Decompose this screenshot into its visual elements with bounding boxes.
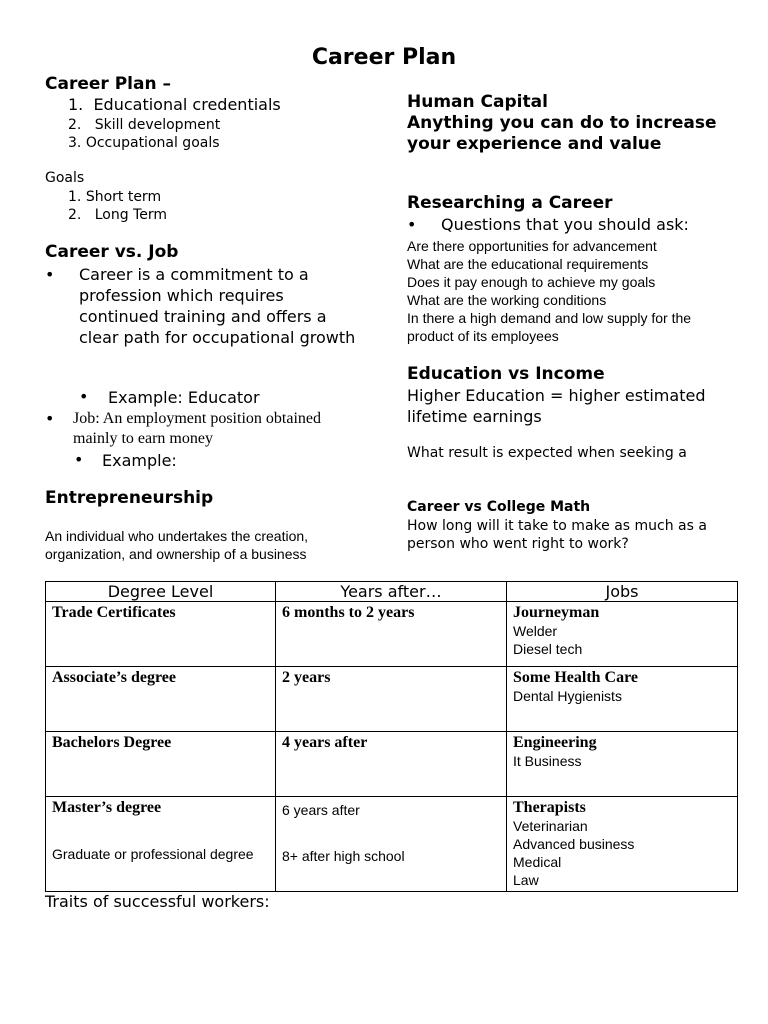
list-number: 1. — [68, 189, 82, 205]
years-cell: 2 years — [276, 667, 507, 732]
degree-cell: Trade Certificates — [46, 602, 276, 667]
list-item: What are the educational requirements — [407, 256, 649, 272]
job-item: It Business — [513, 753, 582, 769]
page-title: Career Plan — [311, 45, 457, 70]
career-example: Example: Educator — [108, 388, 260, 407]
jobs-cell — [507, 797, 738, 892]
career-plan-item-1 — [68, 95, 281, 114]
career-plan-heading: Career Plan – — [45, 74, 171, 94]
table-header-row — [46, 582, 738, 602]
bullet-icon: • — [407, 215, 417, 234]
job-title: Engineering — [513, 734, 597, 751]
years-extra: 8+ after high school — [282, 848, 405, 864]
entrepreneurship-heading: Entrepreneurship — [45, 488, 214, 508]
job-item: Advanced business — [513, 836, 635, 852]
list-number: 2. — [68, 207, 82, 223]
questions-list — [407, 237, 737, 345]
years-cell: 6 months to 2 years — [276, 602, 507, 667]
career-plan-item-3 — [68, 134, 220, 152]
bullet-icon: • — [74, 450, 84, 469]
list-number: 1. — [68, 95, 84, 114]
goals-item-1 — [68, 188, 161, 206]
table-row — [46, 602, 738, 667]
job-title: Some Health Care — [513, 669, 639, 686]
column-header: Years after… — [276, 582, 507, 602]
questions-bullet: Questions that you should ask: — [441, 215, 689, 234]
job-item: Veterinarian — [513, 818, 588, 834]
entrepreneurship-definition: An individual who undertakes the creation, organization, and ownership of a business — [45, 528, 309, 562]
job-item: Welder — [513, 623, 558, 639]
researching-heading: Researching a Career — [407, 193, 613, 213]
jobs-cell — [507, 667, 738, 732]
bullet-icon: • — [45, 409, 55, 428]
list-item: What are the working conditions — [407, 292, 607, 308]
college-math-text: How long will it take to make as much as a person who went right to work? — [407, 518, 707, 552]
job-title: Journeyman — [513, 604, 600, 621]
list-item-text: Occupational goals — [85, 135, 220, 151]
list-item-text: Short term — [85, 189, 162, 205]
job-definition: Job: An employment position obtained mainly to earn money — [73, 410, 321, 447]
career-plan-item-2 — [68, 116, 220, 134]
bullet-icon: • — [45, 265, 55, 284]
jobs-cell — [507, 732, 738, 797]
education-income-text: Higher Education = higher estimated lifetime earnings — [407, 386, 706, 426]
list-item-text: Skill development — [94, 117, 221, 133]
column-header: Jobs — [507, 582, 738, 602]
table-row — [46, 732, 738, 797]
goals-label: Goals — [45, 170, 85, 186]
traits-heading: Traits of successful workers: — [45, 892, 270, 911]
education-income-heading: Education vs Income — [407, 364, 605, 384]
list-item-text: Educational credentials — [93, 95, 281, 114]
degree-table — [45, 581, 738, 892]
degree-cell — [46, 797, 276, 892]
list-number: 2. — [68, 117, 82, 133]
job-item: Law — [513, 872, 539, 888]
years-cell: 4 years after — [276, 732, 507, 797]
career-vs-job-heading: Career vs. Job — [45, 242, 179, 262]
table-row — [46, 667, 738, 732]
job-item: Dental Hygienists — [513, 688, 622, 704]
list-item-text: Long Term — [94, 207, 167, 223]
human-capital-heading: Human Capital — [407, 92, 548, 112]
years-text: 6 years after — [282, 802, 360, 818]
list-number: 3. — [68, 135, 82, 151]
degree-extra: Graduate or professional degree — [52, 846, 254, 862]
career-definition: Career is a commitment to a profession which requires continued training and offers a clear path for occupational growth — [79, 265, 356, 347]
job-title: Therapists — [513, 799, 586, 816]
job-item: Medical — [513, 854, 562, 870]
result-question: What result is expected when seeking a — [407, 445, 687, 461]
table-row — [46, 797, 738, 892]
degree-cell: Associate’s degree — [46, 667, 276, 732]
list-item: Does it pay enough to achieve my goals — [407, 274, 656, 290]
college-math-heading: Career vs College Math — [407, 499, 591, 515]
degree-cell: Bachelors Degree — [46, 732, 276, 797]
years-cell — [276, 797, 507, 892]
bullet-icon: • — [79, 387, 89, 406]
job-item: Diesel tech — [513, 641, 583, 657]
goals-item-2 — [68, 206, 167, 224]
column-header: Degree Level — [46, 582, 276, 602]
list-item: Are there opportunities for advancement — [407, 238, 657, 254]
jobs-cell — [507, 602, 738, 667]
human-capital-definition: Anything you can do to increase your experience and value — [407, 113, 717, 154]
list-item: In there a high demand and low supply for the product of its employees — [407, 310, 692, 344]
degree-title: Master’s degree — [52, 799, 162, 816]
job-example: Example: — [102, 451, 177, 470]
